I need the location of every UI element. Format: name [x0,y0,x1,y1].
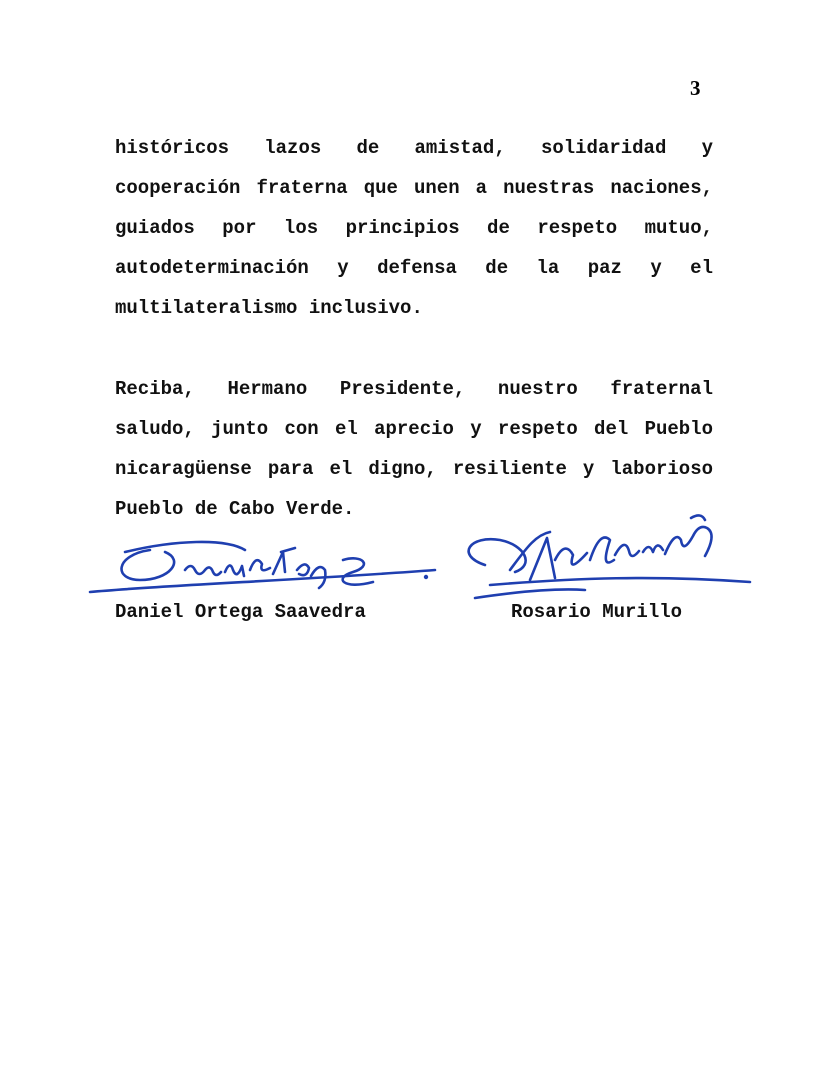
letter-paragraph-2: Reciba, Hermano Presidente, nuestro fraternal saludo, junto con el aprecio y respeto del Pueblo nicaragüense para el digno, resiliente y laborioso Pueblo de Cabo Verde. [115,378,713,520]
signature-daniel-ortega [85,530,445,605]
letter-paragraph-1: históricos lazos de amistad, solidaridad y cooperación fraterna que unen a nuestras naciones, guiados por los principios de respeto mutuo, autodeterminación y defensa de la paz y el multilateralismo inclusivo. [115,137,713,319]
signer-name-left: Daniel Ortega Saavedra [115,601,366,623]
page-number: 3 [690,76,701,100]
signer-name-right: Rosario Murillo [511,601,683,623]
signature-rosario-murillo [455,510,755,605]
